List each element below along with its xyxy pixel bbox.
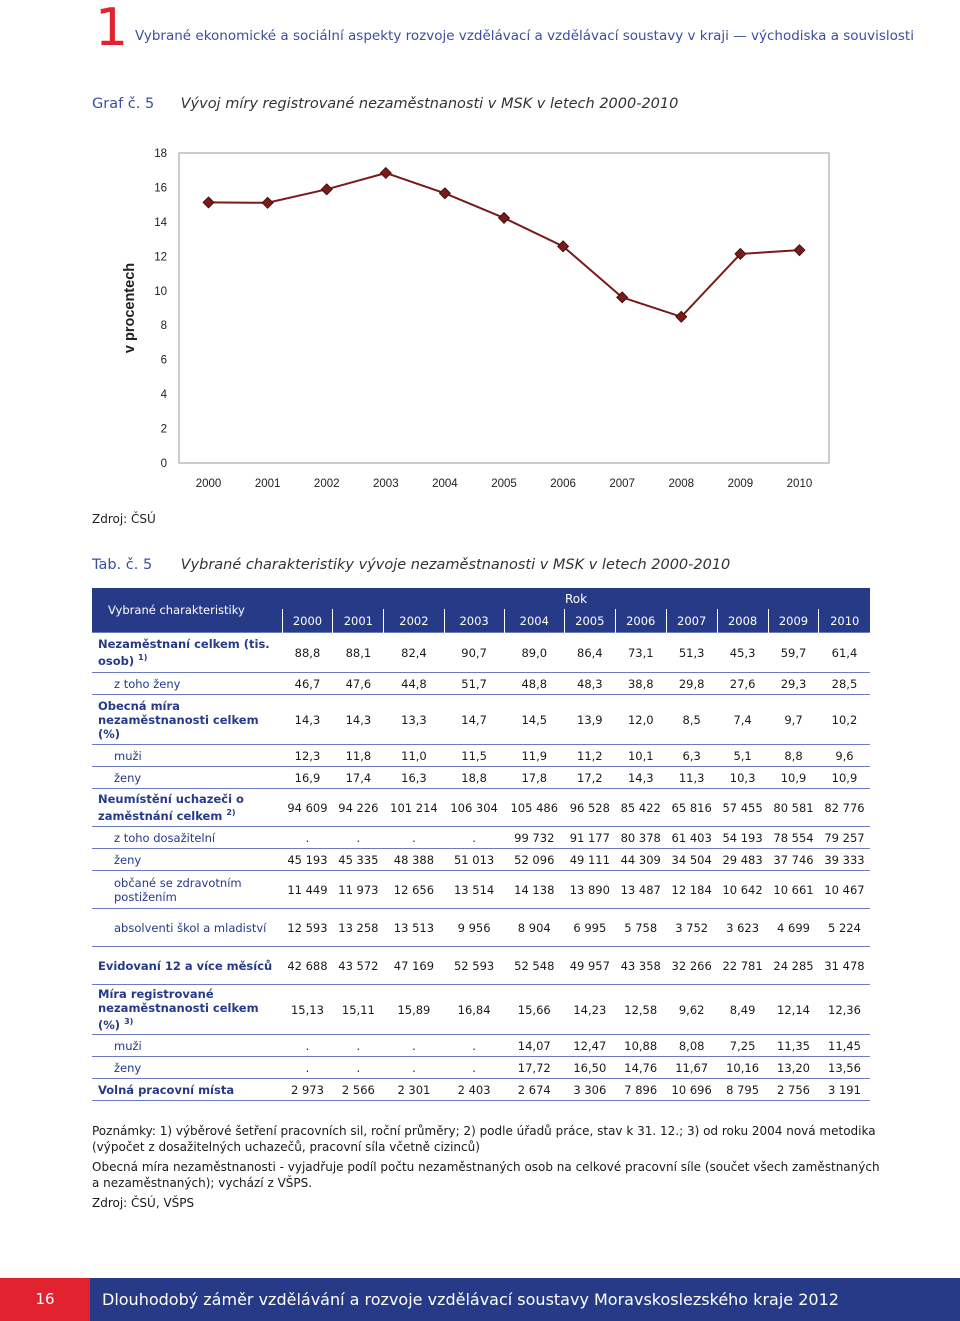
table-cell: 3 623 xyxy=(717,909,768,947)
table-cell: 52 096 xyxy=(504,849,564,871)
row-label-text: Nezaměstnaní celkem (tis. osob) xyxy=(98,637,270,668)
table-rok-header: Rok xyxy=(282,588,870,609)
table-body xyxy=(92,633,870,1101)
year-header: 2010 xyxy=(819,609,870,633)
x-tick-label: 2002 xyxy=(313,478,340,490)
row-label-text: muži xyxy=(114,1038,142,1053)
table-cell: 11,35 xyxy=(768,1035,819,1057)
chart-caption-label: Graf č. 5 xyxy=(92,96,155,112)
table-cell: 44,8 xyxy=(384,673,444,695)
table-caption-title: Vybrané charakteristiky vývoje nezaměstnanosti v MSK v letech 2000-2010 xyxy=(180,557,731,573)
table-cell: 3 191 xyxy=(819,1079,870,1101)
table-cell: 13 890 xyxy=(564,871,615,909)
row-label xyxy=(92,1079,282,1101)
table-cell: 18,8 xyxy=(444,767,504,789)
table-cell: 10 696 xyxy=(666,1079,717,1101)
table-cell: 106 304 xyxy=(444,789,504,827)
table-cell: 11 449 xyxy=(282,871,333,909)
table-cell: 15,89 xyxy=(384,985,444,1035)
table-cell: . xyxy=(333,1057,384,1079)
table-cell: 61 403 xyxy=(666,827,717,849)
row-label xyxy=(92,849,282,871)
table-row xyxy=(92,789,870,827)
table-cell: 6,3 xyxy=(666,745,717,767)
row-label-footnote: 3) xyxy=(124,1017,134,1027)
table-cell: . xyxy=(444,1035,504,1057)
x-tick-label: 2006 xyxy=(550,478,576,490)
x-tick-label: 2007 xyxy=(609,478,635,490)
table-cell: 16,3 xyxy=(384,767,444,789)
footer-title: Dlouhodobý záměr vzdělávání a rozvoje vzdělávací soustavy Moravskoslezského kraje 2012 xyxy=(102,1290,839,1309)
table-cell: 12 593 xyxy=(282,909,333,947)
table-cell: 101 214 xyxy=(384,789,444,827)
table-cell: 17,72 xyxy=(504,1057,564,1079)
table-cell: 12,0 xyxy=(615,695,666,745)
x-tick-label: 2010 xyxy=(786,478,813,490)
page-number: 16 xyxy=(35,1290,55,1308)
row-label xyxy=(92,745,282,767)
table-cell: 27,6 xyxy=(717,673,768,695)
table-cell: 13 487 xyxy=(615,871,666,909)
table-cell: 11,0 xyxy=(384,745,444,767)
table-cell: 7,25 xyxy=(717,1035,768,1057)
table-cell: 47,6 xyxy=(333,673,384,695)
table-cell: 61,4 xyxy=(819,633,870,673)
table-cell: 10,9 xyxy=(768,767,819,789)
table-cell: 16,9 xyxy=(282,767,333,789)
year-header: 2002 xyxy=(384,609,444,633)
table-cell: 2 403 xyxy=(444,1079,504,1101)
table-cell: 86,4 xyxy=(564,633,615,673)
table-cell: 13,56 xyxy=(819,1057,870,1079)
table-cell: 11,3 xyxy=(666,767,717,789)
y-tick-label: 0 xyxy=(160,458,167,470)
row-label xyxy=(92,633,282,673)
table-cell: 29,3 xyxy=(768,673,819,695)
table-cell: 2 301 xyxy=(384,1079,444,1101)
table-cell: . xyxy=(444,827,504,849)
table-cell: 37 746 xyxy=(768,849,819,871)
table-cell: 49 957 xyxy=(564,947,615,985)
notes xyxy=(92,1123,882,1215)
table-row xyxy=(92,947,870,985)
table-row xyxy=(92,909,870,947)
table-cell: 14,07 xyxy=(504,1035,564,1057)
table-cell: . xyxy=(384,1057,444,1079)
table-row xyxy=(92,1057,870,1079)
row-label-text: absolventi škol a mladiství xyxy=(114,920,267,935)
table-cell: 14 138 xyxy=(504,871,564,909)
row-label xyxy=(92,1057,282,1079)
table-cell: 8 904 xyxy=(504,909,564,947)
table-cell: 2 674 xyxy=(504,1079,564,1101)
table-cell: . xyxy=(282,1035,333,1057)
unemployment-line-chart xyxy=(100,140,840,500)
year-header: 2001 xyxy=(333,609,384,633)
table-cell: 14,3 xyxy=(282,695,333,745)
row-label-text: Obecná míra nezaměstnanosti celkem (%) xyxy=(98,698,259,741)
table-cell: 17,2 xyxy=(564,767,615,789)
table-cell: 5 758 xyxy=(615,909,666,947)
row-label-text: občané se zdravotním postižením xyxy=(114,875,242,904)
table-cell: 14,3 xyxy=(615,767,666,789)
table-cell: 45 193 xyxy=(282,849,333,871)
table-cell: 7,4 xyxy=(717,695,768,745)
table-row xyxy=(92,827,870,849)
year-header: 2006 xyxy=(615,609,666,633)
table-cell: 10,88 xyxy=(615,1035,666,1057)
table-row xyxy=(92,695,870,745)
table-cell: . xyxy=(282,827,333,849)
year-header: 2009 xyxy=(768,609,819,633)
table-cell: 51,7 xyxy=(444,673,504,695)
row-label-text: ženy xyxy=(114,770,142,785)
table-row xyxy=(92,767,870,789)
table-cell: 11 973 xyxy=(333,871,384,909)
row-label xyxy=(92,767,282,789)
table-cell: 11,67 xyxy=(666,1057,717,1079)
row-label-footnote: 1) xyxy=(138,653,148,663)
table-cell: 6 995 xyxy=(564,909,615,947)
row-label-text: Volná pracovní místa xyxy=(98,1082,235,1097)
table-cell: 80 378 xyxy=(615,827,666,849)
page-header xyxy=(0,0,960,60)
table-cell: 14,7 xyxy=(444,695,504,745)
year-header: 2005 xyxy=(564,609,615,633)
table-cell: 78 554 xyxy=(768,827,819,849)
table-cell: 57 455 xyxy=(717,789,768,827)
table-cell: 12,47 xyxy=(564,1035,615,1057)
table-cell: 8,8 xyxy=(768,745,819,767)
table-cell: 94 226 xyxy=(333,789,384,827)
table-cell: 3 752 xyxy=(666,909,717,947)
y-axis-label: v procentech xyxy=(122,262,138,354)
table-cell: 94 609 xyxy=(282,789,333,827)
table-cell: 59,7 xyxy=(768,633,819,673)
y-tick-label: 12 xyxy=(154,251,167,264)
row-label-text: Neumístění uchazeči o zaměstnání celkem xyxy=(98,792,244,823)
row-label-text: z toho ženy xyxy=(114,676,181,691)
x-tick-label: 2004 xyxy=(432,478,458,490)
table-cell: 12,14 xyxy=(768,985,819,1035)
table-cell: 52 548 xyxy=(504,947,564,985)
table-row xyxy=(92,1079,870,1101)
table-cell: 29,8 xyxy=(666,673,717,695)
table-cell: 12,58 xyxy=(615,985,666,1035)
row-label xyxy=(92,789,282,827)
table-cell: . xyxy=(444,1057,504,1079)
table-cell: 82 776 xyxy=(819,789,870,827)
table-cell: 22 781 xyxy=(717,947,768,985)
table-cell: 9 956 xyxy=(444,909,504,947)
table-cell: 10,2 xyxy=(819,695,870,745)
table-cell: 11,9 xyxy=(504,745,564,767)
table-cell: 29 483 xyxy=(717,849,768,871)
table-cell: 45,3 xyxy=(717,633,768,673)
table-cell: 10,16 xyxy=(717,1057,768,1079)
table-cell: 5 224 xyxy=(819,909,870,947)
table-cell: 11,45 xyxy=(819,1035,870,1057)
row-label xyxy=(92,985,282,1035)
y-tick-label: 4 xyxy=(160,389,167,402)
table-cell: 9,7 xyxy=(768,695,819,745)
table-cell: 10,1 xyxy=(615,745,666,767)
table-cell: 89,0 xyxy=(504,633,564,673)
table-caption-label: Tab. č. 5 xyxy=(92,557,153,573)
table-cell: 54 193 xyxy=(717,827,768,849)
table-cell: 14,23 xyxy=(564,985,615,1035)
table-cell: 49 111 xyxy=(564,849,615,871)
table-cell: 16,50 xyxy=(564,1057,615,1079)
table-cell: 105 486 xyxy=(504,789,564,827)
row-label xyxy=(92,909,282,947)
table-cell: 2 566 xyxy=(333,1079,384,1101)
chart-caption xyxy=(92,96,678,112)
header-title: Vybrané ekonomické a sociální aspekty rozvoje vzdělávací a vzdělávací soustavy v kraji — východiska a souvislosti xyxy=(135,28,914,44)
note-source: Zdroj: ČSÚ, VŠPS xyxy=(92,1196,195,1210)
table-cell: 17,4 xyxy=(333,767,384,789)
table-cell: 2 973 xyxy=(282,1079,333,1101)
table-cell: 80 581 xyxy=(768,789,819,827)
table-cell: 13,3 xyxy=(384,695,444,745)
table-cell: 14,3 xyxy=(333,695,384,745)
table-cell: 12,3 xyxy=(282,745,333,767)
table-cell: 3 306 xyxy=(564,1079,615,1101)
table-caption xyxy=(92,557,730,573)
table-cell: 8,5 xyxy=(666,695,717,745)
page-footer xyxy=(0,1278,960,1321)
table-cell: 91 177 xyxy=(564,827,615,849)
table-cell: 10,3 xyxy=(717,767,768,789)
table-cell: 13 258 xyxy=(333,909,384,947)
chart-caption-title: Vývoj míry registrované nezaměstnanosti v MSK v letech 2000-2010 xyxy=(180,96,679,112)
table-cell: 28,5 xyxy=(819,673,870,695)
table-cell: 15,66 xyxy=(504,985,564,1035)
table-cell: 5,1 xyxy=(717,745,768,767)
table-cell: 52 593 xyxy=(444,947,504,985)
y-tick-label: 18 xyxy=(154,148,167,160)
table-cell: 9,6 xyxy=(819,745,870,767)
year-header: 2000 xyxy=(282,609,333,633)
x-tick-label: 2005 xyxy=(491,478,517,490)
table-cell: 48 388 xyxy=(384,849,444,871)
table-cell: . xyxy=(282,1057,333,1079)
table-row xyxy=(92,673,870,695)
row-label-footnote: 2) xyxy=(226,808,236,818)
table-corner-header: Vybrané charakteristiky xyxy=(92,588,282,633)
row-label-text: ženy xyxy=(114,852,142,867)
table-cell: 11,2 xyxy=(564,745,615,767)
row-label xyxy=(92,1035,282,1057)
table-row xyxy=(92,1035,870,1057)
table-cell: 51,3 xyxy=(666,633,717,673)
row-label-text: Evidovaní 12 a více měsíců xyxy=(98,958,273,973)
table-cell: 99 732 xyxy=(504,827,564,849)
y-tick-label: 10 xyxy=(154,285,167,298)
table-cell: 13 513 xyxy=(384,909,444,947)
table-cell: 9,62 xyxy=(666,985,717,1035)
unemployment-table xyxy=(92,588,870,1101)
row-label-text: muži xyxy=(114,748,142,763)
table-cell: 8,08 xyxy=(666,1035,717,1057)
table-cell: 13 514 xyxy=(444,871,504,909)
y-tick-label: 6 xyxy=(160,354,167,367)
chart-source: Zdroj: ČSÚ xyxy=(92,512,156,526)
table-cell: 24 285 xyxy=(768,947,819,985)
table-cell: 65 816 xyxy=(666,789,717,827)
table-cell: 96 528 xyxy=(564,789,615,827)
row-label xyxy=(92,673,282,695)
x-tick-label: 2008 xyxy=(668,478,695,490)
year-header: 2008 xyxy=(717,609,768,633)
table-cell: 10 642 xyxy=(717,871,768,909)
table-cell: 13,20 xyxy=(768,1057,819,1079)
table-cell: 14,76 xyxy=(615,1057,666,1079)
x-tick-label: 2003 xyxy=(373,478,399,490)
table-cell: 12 656 xyxy=(384,871,444,909)
table-cell: 10 661 xyxy=(768,871,819,909)
table-row xyxy=(92,985,870,1035)
table-cell: 8 795 xyxy=(717,1079,768,1101)
table-cell: 43 572 xyxy=(333,947,384,985)
table-cell: 45 335 xyxy=(333,849,384,871)
x-tick-label: 2001 xyxy=(254,478,281,490)
table-cell: 48,8 xyxy=(504,673,564,695)
table-cell: 8,49 xyxy=(717,985,768,1035)
year-header: 2003 xyxy=(444,609,504,633)
table-cell: 44 309 xyxy=(615,849,666,871)
table-row xyxy=(92,633,870,673)
table-cell: . xyxy=(333,827,384,849)
table-cell: 15,13 xyxy=(282,985,333,1035)
plot-area xyxy=(179,153,829,463)
table-cell: . xyxy=(384,1035,444,1057)
x-tick-label: 2000 xyxy=(195,478,222,490)
table-cell: 43 358 xyxy=(615,947,666,985)
table-cell: 17,8 xyxy=(504,767,564,789)
table-cell: 46,7 xyxy=(282,673,333,695)
table-cell: 79 257 xyxy=(819,827,870,849)
row-label xyxy=(92,695,282,745)
note-footnotes: Poznámky: 1) výběrové šetření pracovních sil, roční průměry; 2) podle úřadů práce, stav k 31. 12.; 3) od roku 2004 nová metodika (výpočet z dosažitelných uchazečů, pracovní síla včetně cizinců) xyxy=(92,1124,876,1154)
row-label xyxy=(92,871,282,909)
table-cell: 7 896 xyxy=(615,1079,666,1101)
x-tick-label: 2009 xyxy=(727,478,754,490)
note-definition: Obecná míra nezaměstnanosti - vyjadřuje podíl počtu nezaměstnaných osob na celkové pracovní síle (součet všech zaměstnaných a nezaměstnaných); vychází z VŠPS. xyxy=(92,1160,880,1190)
row-label-text: ženy xyxy=(114,1060,142,1075)
table-cell: 32 266 xyxy=(666,947,717,985)
table-cell: 38,8 xyxy=(615,673,666,695)
table-cell: 82,4 xyxy=(384,633,444,673)
table-cell: 11,8 xyxy=(333,745,384,767)
y-tick-label: 16 xyxy=(154,182,167,195)
table-cell: 10,9 xyxy=(819,767,870,789)
table-row xyxy=(92,849,870,871)
table-cell: 85 422 xyxy=(615,789,666,827)
table-cell: 11,5 xyxy=(444,745,504,767)
table-cell: 48,3 xyxy=(564,673,615,695)
y-tick-label: 2 xyxy=(160,423,167,436)
table-cell: 73,1 xyxy=(615,633,666,673)
table-cell: 39 333 xyxy=(819,849,870,871)
table-cell: 31 478 xyxy=(819,947,870,985)
table-cell: 4 699 xyxy=(768,909,819,947)
row-label-text: Míra registrované nezaměstnanosti celkem (%) xyxy=(98,987,259,1032)
row-label xyxy=(92,947,282,985)
table-cell: 88,1 xyxy=(333,633,384,673)
table-cell: 12 184 xyxy=(666,871,717,909)
year-header: 2004 xyxy=(504,609,564,633)
table-cell: 42 688 xyxy=(282,947,333,985)
row-label-text: z toho dosažitelní xyxy=(114,830,216,845)
table-cell: 47 169 xyxy=(384,947,444,985)
chapter-number: 1 xyxy=(95,0,129,58)
year-header: 2007 xyxy=(666,609,717,633)
table-row xyxy=(92,745,870,767)
table-cell: 13,9 xyxy=(564,695,615,745)
table-cell: 90,7 xyxy=(444,633,504,673)
y-tick-label: 8 xyxy=(160,320,167,333)
table-cell: 14,5 xyxy=(504,695,564,745)
table-cell: 15,11 xyxy=(333,985,384,1035)
table-cell: 34 504 xyxy=(666,849,717,871)
table-row xyxy=(92,871,870,909)
table-cell: 10 467 xyxy=(819,871,870,909)
row-label xyxy=(92,827,282,849)
table-cell: 88,8 xyxy=(282,633,333,673)
table-cell: 12,36 xyxy=(819,985,870,1035)
table-cell: . xyxy=(333,1035,384,1057)
table-cell: 2 756 xyxy=(768,1079,819,1101)
y-tick-label: 14 xyxy=(154,216,167,229)
table-cell: 51 013 xyxy=(444,849,504,871)
table-cell: 16,84 xyxy=(444,985,504,1035)
table-cell: . xyxy=(384,827,444,849)
